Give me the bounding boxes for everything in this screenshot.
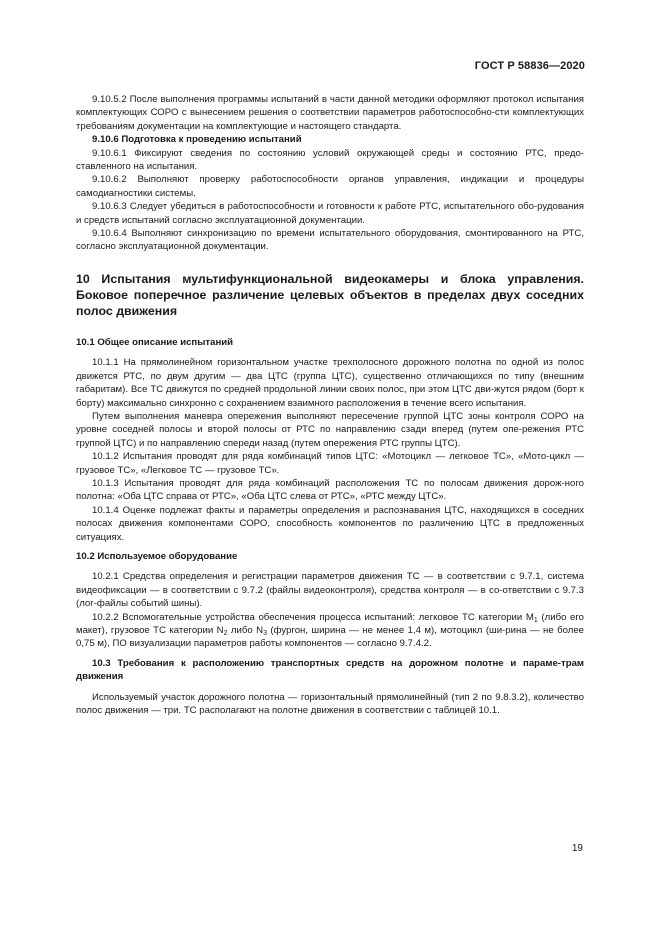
paragraph-10-1-1-cont: Путем выполнения маневра опережения выполняют пересечение группой ЦТС зоны контроля СОРО на уровне соседней полосы и второй полосы от РТС по направлению сзади вперед (путем опе-режения РТС группой ЦТС) и по направлению спереди назад (путем опережения РТС группы ЦТС). <box>76 410 584 449</box>
paragraph-9-10-6-1: 9.10.6.1 Фиксируют сведения по состоянию условий окружающей среды и состоянию РТС, предо-ставленного на испытания. <box>76 147 584 173</box>
subscript-n2: 2 <box>223 630 228 637</box>
standard-header: ГОСТ Р 58836—2020 <box>474 60 585 72</box>
paragraph-10-1-4: 10.1.4 Оценке подлежат факты и параметры определения и распознавания ЦТС, находящихся в соседних полосах движения компонентами СОРО, способность компонентов по различению ЦТС в предложенных ситуациях. <box>76 504 584 543</box>
section-10-title: 10 Испытания мультифункциональной видеокамеры и блока управления. Боковое поперечное различение целевых объектов в пределах двух соседних полос движения <box>76 271 584 318</box>
page-number: 19 <box>571 843 583 854</box>
document-body <box>76 93 584 717</box>
paragraph-10-1-2: 10.1.2 Испытания проводят для ряда комбинаций типов ЦТС: «Мотоцикл — легковое ТС», «Мото-цикл — грузовое ТС», «Легковое ТС — грузовое ТС». <box>76 451 584 476</box>
paragraph-10-2-2-part-b: (либо его макет), грузовое ТС категории N <box>76 611 584 636</box>
subheading-9-10-6: 9.10.6 Подготовка к проведению испытаний <box>92 134 302 146</box>
paragraph-10-2-2-part-a: 10.2.2 Вспомогательные устройства обеспечения процесса испытаний: легковое ТС категории M <box>92 611 534 623</box>
paragraph-10-2-1: 10.2.1 Средства определения и регистрации параметров движения ТС — в соответствии с 9.7.1, система видеофиксации — в соответствии с 9.7.2 (файлы видеоконтроля), средства контроля — в со-ответствии с 9.7.3 (лог-файлы событий шины). <box>76 571 584 610</box>
subscript-n3: 3 <box>263 630 267 637</box>
subscript-m1: 1 <box>533 616 538 624</box>
paragraph-10-2-2 <box>76 611 584 651</box>
section-10-1-title: 10.1 Общее описание испытаний <box>76 336 234 348</box>
section-10-3-title: 10.3 Требования к расположению транспортных средств на дорожном полотне и параме-трам движения <box>76 657 584 683</box>
paragraph-9-10-6-2: 9.10.6.2 Выполняют проверку работоспособности органов управления, индикации и процедуры самодиагностики системы. <box>76 174 584 199</box>
paragraph-9-10-6-4: 9.10.6.4 Выполняют синхронизацию по времени испытательного оборудования, смонтированного на РТС, согласно эксплуатационной документации. <box>76 228 584 253</box>
paragraph-9-10-5-2: 9.10.5.2 После выполнения программы испытаний в части данной методики оформляют протокол испытания комплектующих СОРО с вынесением решения о соответствии параметров работоспособно-сти комплектующих требованиям документации на комплектующие и настоящего стандарта. <box>76 94 584 132</box>
paragraph-10-1-1: 10.1.1 На прямолинейном горизонтальном участке трехполосного дорожного полотна по одной из полос движется РТС, по двум другим — два ЦТС (группа ЦТС), существенно отличающихся по типу (внешним габаритам). Все ТС движутся по средней продольной линии своих полос, при этом ЦТС дви-жутся рядом (борт к борту) максимально синхронно с сохранением взаимного расположения в течение всего испытания. <box>76 357 584 409</box>
paragraph-10-2-2-part-c: либо N <box>227 625 264 636</box>
paragraph-10-2-2-part-d: (фургон, ширина — не менее 1,4 м), мотоцикл (ши-рина — не более 0,75 м), ПО визуализации параметров работы компонентов — согласно 9.7.4.2. <box>76 625 585 650</box>
paragraph-9-10-6-3: 9.10.6.3 Следует убедиться в работоспособности и готовности к работе РТС, испытательного обо-рудования и средств испытаний согласно эксплуатационной документации. <box>76 201 584 226</box>
paragraph-10-1-3: 10.1.3 Испытания проводят для ряда комбинаций расположения ТС по полосам движения дорож-ного полотна: «Оба ЦТС справа от РТС», «Оба ЦТС слева от РТС», «РТС между ЦТС». <box>76 477 584 503</box>
section-10-2-title: 10.2 Используемое оборудование <box>76 550 238 562</box>
paragraph-10-3: Используемый участок дорожного полотна — горизонтальный прямолинейный (тип 2 по 9.8.3.2), количество полос движения — три. ТС располагают на полотне движения в соответствии с таблицей 10.1. <box>76 691 584 717</box>
